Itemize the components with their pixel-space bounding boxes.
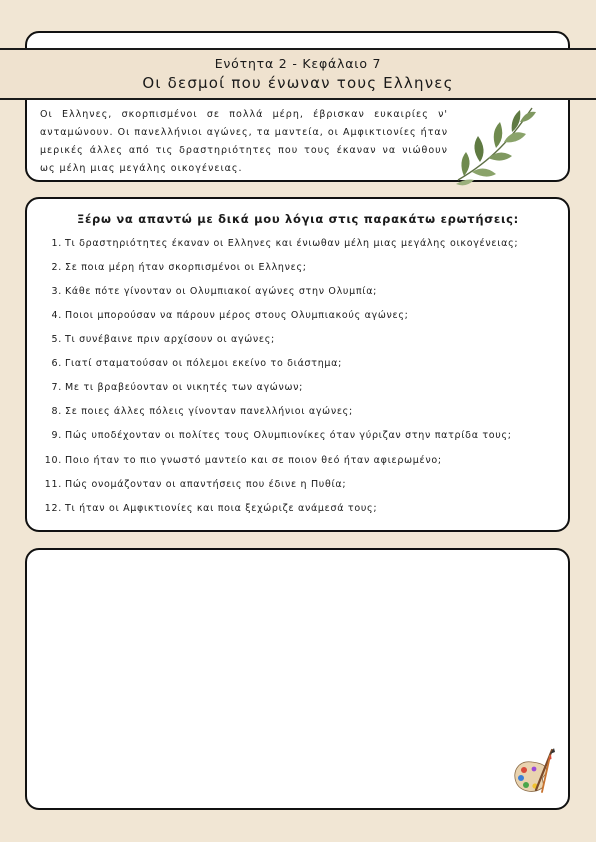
olive-branch-icon (452, 100, 538, 188)
question-text: Τι ήταν οι Αμφικτιονίες και ποια ξεχώριζε ανάμεσά τους; (65, 503, 378, 514)
question-item (44, 503, 554, 514)
question-number: 4. (51, 310, 62, 321)
question-number: 12. (44, 503, 62, 514)
question-text: Πώς ονομάζονταν οι απαντήσεις που έδινε η Πυθία; (65, 479, 347, 490)
question-item (44, 455, 554, 466)
question-text: Με τι βραβεύονταν οι νικητές των αγώνων; (65, 382, 304, 393)
question-text: Ποιοι μπορούσαν να πάρουν μέρος στους Ολυμπιακούς αγώνες; (65, 310, 409, 321)
question-text: Γιατί σταματούσαν οι πόλεμοι εκείνο το διάστημα; (65, 358, 343, 369)
question-item (44, 479, 554, 490)
question-number: 3. (51, 286, 62, 297)
question-item (44, 358, 554, 369)
question-number: 6. (51, 358, 62, 369)
unit-title: Ενότητα 2 - Κεφάλαιο 7 (214, 56, 382, 71)
answer-area[interactable] (25, 548, 570, 810)
question-number: 1. (51, 238, 62, 249)
question-item (44, 334, 554, 345)
question-text: Πώς υποδέχονταν οι πολίτες τους Ολυμπιονίκες όταν γύριζαν στην πατρίδα τους; (65, 430, 512, 441)
question-item (44, 310, 554, 321)
question-item (44, 430, 554, 441)
question-text: Σε ποια μέρη ήταν σκορπισμένοι οι Ελληνες; (65, 262, 307, 273)
question-number: 5. (51, 334, 62, 345)
question-item (44, 406, 554, 417)
title-band (0, 48, 596, 100)
question-text: Σε ποιες άλλες πόλεις γίνονταν πανελλήνιοι αγώνες; (65, 406, 353, 417)
question-item (44, 382, 554, 393)
question-number: 7. (51, 382, 62, 393)
question-number: 2. (51, 262, 62, 273)
question-text: Ποιο ήταν το πιο γνωστό μαντείο και σε ποιον θεό ήταν αφιερωμένο; (65, 455, 442, 466)
page-title: Οι δεσμοί που ένωναν τους Ελληνες (142, 74, 454, 92)
question-item (44, 262, 554, 273)
question-text: Τι συνέβαινε πριν αρχίσουν οι αγώνες; (65, 334, 275, 345)
question-text: Κάθε πότε γίνονταν οι Ολυμπιακοί αγώνες στην Ολυμπία; (65, 286, 378, 297)
question-item (44, 286, 554, 297)
question-number: 8. (51, 406, 62, 417)
questions-heading: Ξέρω να απαντώ με δικά μου λόγια στις παρακάτω ερωτήσεις: (76, 212, 519, 226)
question-number: 11. (44, 479, 62, 490)
question-number: 9. (51, 430, 62, 441)
question-text: Τι δραστηριότητες έκαναν οι Ελληνες και ένιωθαν μέλη μιας μεγάλης οικογένειας; (65, 238, 519, 249)
question-number: 10. (44, 455, 62, 466)
paint-palette-icon (510, 746, 556, 796)
question-item (44, 238, 554, 249)
intro-paragraph: Οι Ελληνες, σκορπισμένοι σε πολλά μέρη, έβρισκαν ευκαιρίες ν' ανταμώνουν. Οι πανελλήνιοι αγώνες, τα μαντεία, οι Αμφικτιονίες ήταν μερικές άλλες από τις δραστηριότητες που τους έκαναν να νιώθουν ως μέλη μιας μεγάλης οικογένειας. (40, 109, 448, 174)
